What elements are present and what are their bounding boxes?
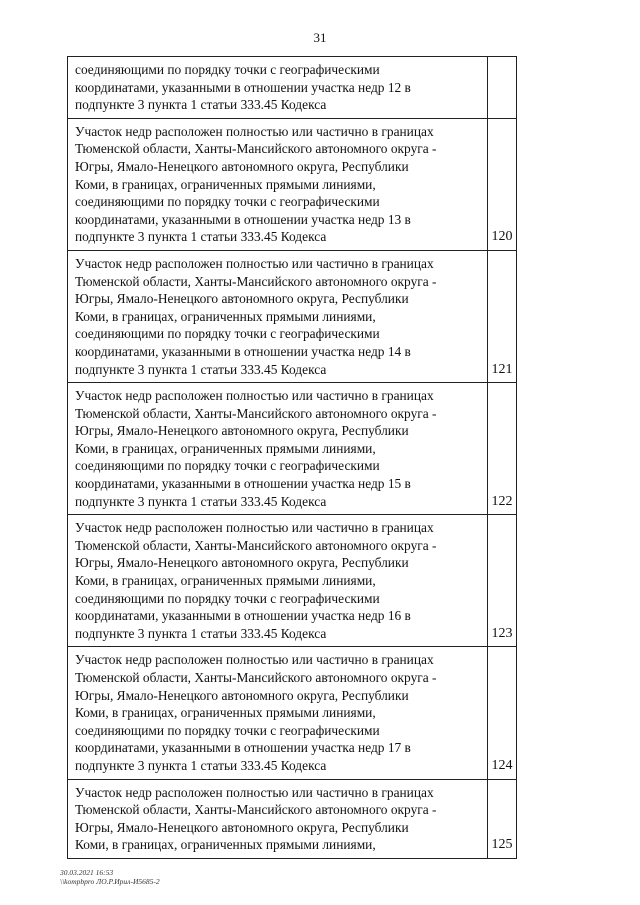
row-description: Участок недр расположен полностью или частично в границах Тюменской области, Ханты-Мансийского автономного округа - Югры, Ямало-Ненецкого автономного округа, Республики Коми, в границах, ограниченных прямыми линиями, соединяющими по порядку точки с географическими координатами, указанными в отношении участка недр 13 в подпункте 3 пункта 1 статьи 333.45 Кодекса <box>68 118 488 250</box>
footer-stamp <box>60 868 160 886</box>
table-row <box>68 57 517 119</box>
row-number: 124 <box>488 647 517 779</box>
footer-file-path: \\kompbpro ЛО.Р.Ирил-И5685-2 <box>60 877 160 886</box>
table-row <box>68 250 517 382</box>
table-row <box>68 383 517 515</box>
row-description: Участок недр расположен полностью или частично в границах Тюменской области, Ханты-Мансийского автономного округа - Югры, Ямало-Ненецкого автономного округа, Республики Коми, в границах, ограниченных прямыми линиями, соединяющими по порядку точки с географическими координатами, указанными в отношении участка недр 14 в подпункте 3 пункта 1 статьи 333.45 Кодекса <box>68 250 488 382</box>
row-number: 120 <box>488 118 517 250</box>
row-number: 122 <box>488 383 517 515</box>
table-row <box>68 647 517 779</box>
row-number <box>488 57 517 119</box>
row-description: Участок недр расположен полностью или частично в границах Тюменской области, Ханты-Мансийского автономного округа - Югры, Ямало-Ненецкого автономного округа, Республики Коми, в границах, ограниченных прямыми линиями, соединяющими по порядку точки с географическими координатами, указанными в отношении участка недр 16 в подпункте 3 пункта 1 статьи 333.45 Кодекса <box>68 515 488 647</box>
page-number: 31 <box>313 30 327 45</box>
row-number: 125 <box>488 779 517 858</box>
row-description: Участок недр расположен полностью или частично в границах Тюменской области, Ханты-Мансийского автономного округа - Югры, Ямало-Ненецкого автономного округа, Республики Коми, в границах, ограниченных прямыми линиями, соединяющими по порядку точки с географическими координатами, указанными в отношении участка недр 17 в подпункте 3 пункта 1 статьи 333.45 Кодекса <box>68 647 488 779</box>
row-description: Участок недр расположен полностью или частично в границах Тюменской области, Ханты-Мансийского автономного округа - Югры, Ямало-Ненецкого автономного округа, Республики Коми, в границах, ограниченных прямыми линиями, <box>68 779 488 858</box>
footer-timestamp: 30.03.2021 16:53 <box>60 868 114 877</box>
row-number: 123 <box>488 515 517 647</box>
table-row <box>68 118 517 250</box>
table-row <box>68 515 517 647</box>
document-table <box>67 56 517 859</box>
row-description: соединяющими по порядку точки с географическими координатами, указанными в отношении участка недр 12 в подпункте 3 пункта 1 статьи 333.45 Кодекса <box>68 57 488 119</box>
row-description: Участок недр расположен полностью или частично в границах Тюменской области, Ханты-Мансийского автономного округа - Югры, Ямало-Ненецкого автономного округа, Республики Коми, в границах, ограниченных прямыми линиями, соединяющими по порядку точки с географическими координатами, указанными в отношении участка недр 15 в подпункте 3 пункта 1 статьи 333.45 Кодекса <box>68 383 488 515</box>
table-row <box>68 779 517 858</box>
row-number: 121 <box>488 250 517 382</box>
